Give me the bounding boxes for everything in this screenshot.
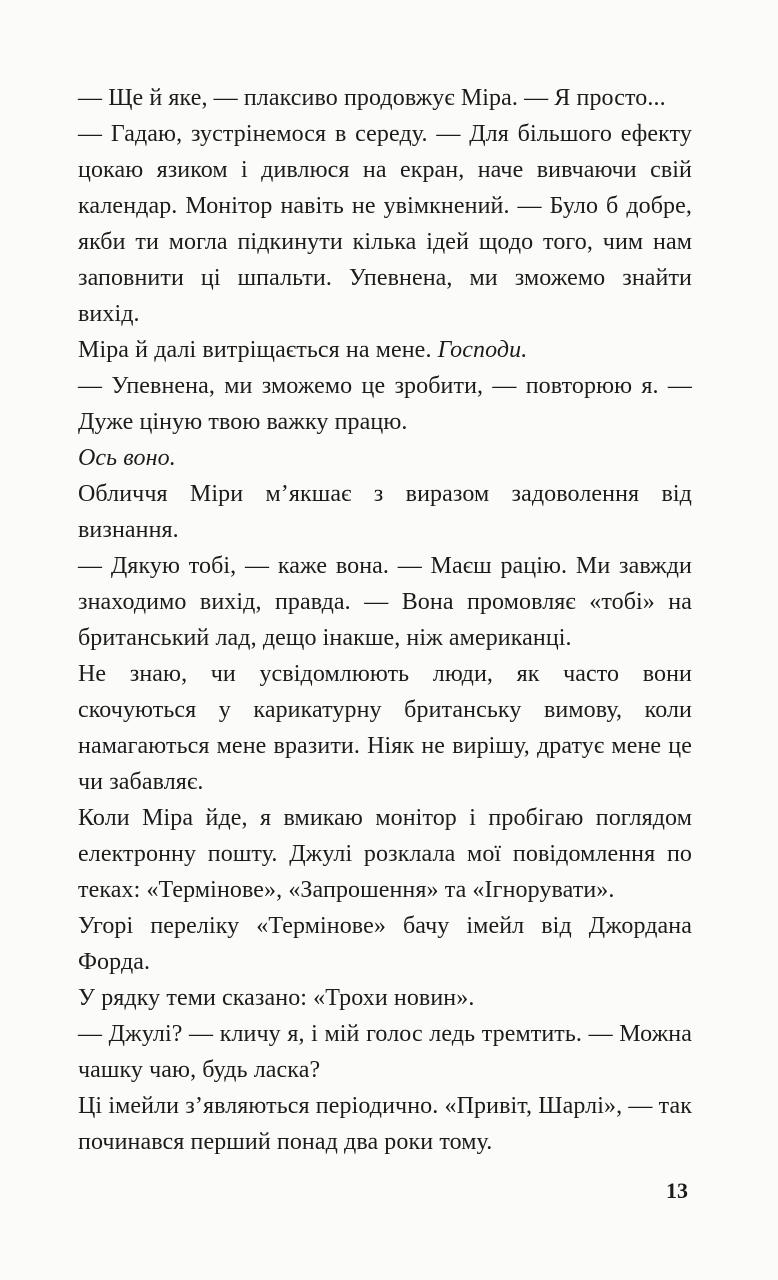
paragraph bbox=[78, 332, 692, 368]
paragraph: Коли Міра йде, я вмикаю монітор і пробігаю поглядом електронну пошту. Джулі розклала мої повідомлення по теках: «Термінове», «Запрошення» та «Ігнорувати». bbox=[78, 805, 692, 903]
italic-text: Ось воно. bbox=[78, 445, 176, 471]
paragraph: Ці імейли з’являються періодично. «Привіт, Шарлі», — так починався перший понад два роки тому. bbox=[78, 1093, 692, 1155]
italic-text: Господи. bbox=[437, 337, 528, 363]
page-number: 13 bbox=[666, 1178, 688, 1203]
paragraph bbox=[78, 440, 692, 476]
paragraph: — Гадаю, зустрінемося в середу. — Для більшого ефекту цокаю язиком і дивлюся на екран, наче вивчаючи свій календар. Монітор навіть не увімкнений. — Було б добре, якби ти могла підкинути кілька ідей щодо того, чим нам заповнити ці шпальти. Упевнена, ми зможемо знайти вихід. bbox=[78, 121, 692, 327]
paragraph-text: Міра й далі витріщається на мене. bbox=[78, 337, 438, 363]
page-text bbox=[78, 80, 692, 1160]
paragraph: — Ще й яке, — плаксиво продовжує Міра. — Я просто... bbox=[78, 85, 666, 111]
paragraph: У рядку теми сказано: «Трохи новин». bbox=[78, 985, 475, 1011]
paragraph: Не знаю, чи усвідомлюють люди, як часто вони скочуються у карикатурну британську вимову, коли намагаються мене вразити. Ніяк не вирішу, дратує мене це чи забавляє. bbox=[78, 661, 692, 795]
paragraph: Обличчя Міри м’якшає з виразом задоволення від визнання. bbox=[78, 481, 692, 543]
paragraph: — Джулі? — кличу я, і мій голос ледь тремтить. — Можна чашку чаю, будь ласка? bbox=[78, 1021, 692, 1083]
paragraph: — Упевнена, ми зможемо це зробити, — повторюю я. — Дуже ціную твою важку працю. bbox=[78, 373, 692, 435]
paragraph: — Дякую тобі, — каже вона. — Маєш рацію. Ми завжди знаходимо вихід, правда. — Вона промовляє «тобі» на британський лад, дещо інакше, ніж американці. bbox=[78, 553, 692, 651]
paragraph: Угорі переліку «Термінове» бачу імейл від Джордана Форда. bbox=[78, 913, 692, 975]
